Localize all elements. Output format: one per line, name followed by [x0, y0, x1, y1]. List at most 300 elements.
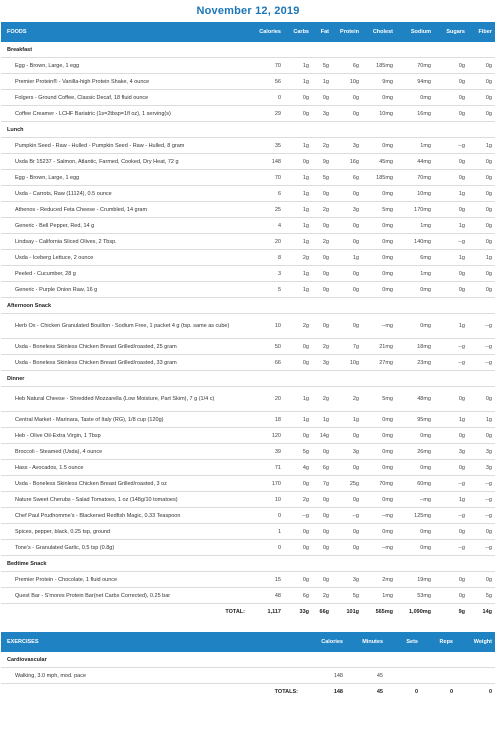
item-value: 0g	[332, 218, 362, 234]
total-value: 66g	[319, 609, 329, 615]
item-value: 3g	[312, 106, 332, 122]
item-value: 0g	[284, 154, 312, 170]
item-value: 0mg	[396, 460, 434, 476]
foods-header-3: Fat	[312, 22, 332, 42]
item-value: 1g	[468, 412, 495, 428]
section-title: Breakfast	[1, 42, 495, 58]
item-value: 9g	[312, 154, 332, 170]
item-value: 2mg	[362, 572, 396, 588]
item-value: 0g	[468, 202, 495, 218]
item-value: 0	[248, 508, 284, 524]
exercise-header-4: Reps	[421, 632, 456, 652]
foods-row	[1, 58, 495, 74]
item-value: 0mg	[396, 90, 434, 106]
item-value	[386, 668, 421, 684]
item-value: 0g	[312, 186, 332, 202]
item-value: 1g	[434, 218, 468, 234]
item-value: 60mg	[396, 476, 434, 492]
item-value: 0g	[284, 572, 312, 588]
exercise-header-3: Sets	[386, 632, 421, 652]
item-value: 10mg	[362, 106, 396, 122]
item-value: --mg	[362, 314, 396, 339]
item-name: Generic - Purple Onion Raw, 16 g	[1, 282, 248, 298]
total-value: 45	[376, 689, 383, 695]
item-value: 3	[248, 266, 284, 282]
total-value: 1,090mg	[408, 609, 431, 615]
item-value: 1g	[284, 202, 312, 218]
foods-header-row	[1, 22, 495, 42]
item-value: 0g	[284, 428, 312, 444]
foods-row	[1, 234, 495, 250]
item-value: 0g	[468, 218, 495, 234]
item-value: 1g	[284, 170, 312, 186]
item-value: 6g	[332, 170, 362, 186]
item-value: 2g	[284, 314, 312, 339]
item-value: 120	[248, 428, 284, 444]
foods-row	[1, 355, 495, 371]
item-name: Tone's - Granulated Garlic, 0.5 tsp (0.8g)	[1, 540, 248, 556]
item-value: 0g	[468, 154, 495, 170]
item-value: 27mg	[362, 355, 396, 371]
item-value: 0g	[332, 234, 362, 250]
item-value: 0mg	[362, 444, 396, 460]
item-value: 0g	[312, 218, 332, 234]
item-value: 0g	[434, 266, 468, 282]
item-value: 0g	[468, 170, 495, 186]
foods-header-6: Sodium	[396, 22, 434, 42]
item-value: 0g	[468, 186, 495, 202]
foods-section-row	[1, 122, 495, 138]
item-name: Generic - Bell Pepper, Red, 14 g	[1, 218, 248, 234]
item-value: 0g	[312, 524, 332, 540]
item-value: 70	[248, 170, 284, 186]
item-name: Quest Bar - S'mores Protein Bar(net Carbs Corrected), 0.25 bar	[1, 588, 248, 604]
item-value: 10	[248, 314, 284, 339]
item-value: 5	[248, 282, 284, 298]
item-value: 5g	[468, 588, 495, 604]
item-value: 1mg	[362, 588, 396, 604]
item-value: 1g	[434, 492, 468, 508]
item-value: --g	[434, 234, 468, 250]
item-value: 0g	[434, 90, 468, 106]
item-value: --g	[468, 476, 495, 492]
item-value: 0g	[468, 58, 495, 74]
item-value: 148	[248, 154, 284, 170]
foods-row	[1, 138, 495, 154]
item-value: 1g	[434, 412, 468, 428]
item-value: 29	[248, 106, 284, 122]
item-value: --mg	[362, 508, 396, 524]
item-value	[456, 668, 495, 684]
item-value: 1mg	[396, 218, 434, 234]
item-value: 1g	[312, 74, 332, 90]
item-value: 0g	[468, 524, 495, 540]
item-name: Folgers - Ground Coffee, Classic Decaf, 18 fluid ounce	[1, 90, 248, 106]
item-value: 0g	[434, 106, 468, 122]
item-value: --g	[468, 508, 495, 524]
item-value: 1g	[284, 282, 312, 298]
foods-row	[1, 588, 495, 604]
item-name: Athenos - Reduced Feta Cheese - Crumbled, 14 gram	[1, 202, 248, 218]
item-value: 5g	[312, 170, 332, 186]
foods-row	[1, 412, 495, 428]
item-value: 0g	[434, 428, 468, 444]
item-value: 45mg	[362, 154, 396, 170]
item-name: Usda - Iceberg Lettuce, 2 ounce	[1, 250, 248, 266]
item-value: 185mg	[362, 58, 396, 74]
item-value: 0g	[332, 460, 362, 476]
item-value: 0g	[332, 106, 362, 122]
item-name: Herb Ox - Chicken Granulated Bouillon - Sodium Free, 1 packet 4 g (tsp. same as cube)	[1, 314, 248, 339]
item-value: 0g	[332, 492, 362, 508]
item-value: 0mg	[362, 282, 396, 298]
item-value: 0mg	[362, 492, 396, 508]
item-value: 5g	[312, 58, 332, 74]
item-value: 0g	[434, 170, 468, 186]
item-value: --g	[468, 492, 495, 508]
total-value: 33g	[299, 609, 309, 615]
item-value: 0g	[468, 234, 495, 250]
total-value: 148	[333, 689, 343, 695]
item-name: Premier Protein - Chocolate, 1 fluid ounce	[1, 572, 248, 588]
item-value: 1g	[332, 412, 362, 428]
item-value: 3g	[468, 444, 495, 460]
item-value: 6g	[332, 58, 362, 74]
item-value: 20	[248, 387, 284, 412]
item-value: 0mg	[362, 266, 396, 282]
foods-section-row	[1, 298, 495, 314]
item-value: 0mg	[396, 314, 434, 339]
item-value: 1g	[284, 387, 312, 412]
foods-row	[1, 492, 495, 508]
foods-section-row	[1, 371, 495, 387]
item-value: 39	[248, 444, 284, 460]
item-name: Walking, 3.0 mph, mod. pace	[1, 668, 301, 684]
item-value: 148	[301, 668, 346, 684]
item-value: 3g	[434, 444, 468, 460]
item-value: 10mg	[396, 186, 434, 202]
item-value: 1g	[284, 186, 312, 202]
exercise-section-row	[1, 652, 495, 668]
item-value: --g	[434, 339, 468, 355]
item-value: 10	[248, 492, 284, 508]
item-value: 1g	[468, 138, 495, 154]
foods-section-row	[1, 42, 495, 58]
total-value: 0	[414, 689, 418, 695]
foods-header-8: Fiber	[468, 22, 495, 42]
item-value: 1g	[284, 218, 312, 234]
item-value	[421, 668, 456, 684]
item-value: --g	[434, 476, 468, 492]
item-value: 1g	[284, 138, 312, 154]
item-value: 1mg	[396, 266, 434, 282]
item-value: --g	[468, 540, 495, 556]
foods-row	[1, 282, 495, 298]
foods-row	[1, 572, 495, 588]
item-value: 3g	[312, 355, 332, 371]
foods-table	[1, 22, 495, 620]
item-value: 7g	[332, 339, 362, 355]
item-value: 2g	[312, 588, 332, 604]
exercise-table	[1, 632, 495, 700]
item-value: 0g	[468, 266, 495, 282]
foods-row	[1, 186, 495, 202]
item-value: 70	[248, 58, 284, 74]
item-value: 70mg	[396, 58, 434, 74]
foods-header-4: Protein	[332, 22, 362, 42]
item-value: 0g	[434, 387, 468, 412]
item-value: 0mg	[362, 218, 396, 234]
item-value: 3g	[332, 202, 362, 218]
item-value: 0mg	[362, 524, 396, 540]
item-value: --g	[468, 314, 495, 339]
item-value: 0g	[332, 186, 362, 202]
item-value: 44mg	[396, 154, 434, 170]
item-value: 0g	[434, 524, 468, 540]
item-name: Hass - Avocados, 1.5 ounce	[1, 460, 248, 476]
item-value: 14g	[312, 428, 332, 444]
item-value: 1g	[284, 74, 312, 90]
item-value: --g	[468, 339, 495, 355]
item-value: 95mg	[396, 412, 434, 428]
item-value: 0g	[332, 524, 362, 540]
foods-row	[1, 339, 495, 355]
item-value: 25g	[332, 476, 362, 492]
item-value: 0g	[312, 492, 332, 508]
foods-row	[1, 250, 495, 266]
item-value: 0g	[332, 90, 362, 106]
item-value: --g	[434, 355, 468, 371]
item-value: 4	[248, 218, 284, 234]
item-value: 8	[248, 250, 284, 266]
item-value: 56	[248, 74, 284, 90]
item-value: 0mg	[362, 138, 396, 154]
item-value: 6	[248, 186, 284, 202]
item-value: 3g	[332, 444, 362, 460]
item-value: 1g	[312, 412, 332, 428]
item-value: 0g	[332, 428, 362, 444]
total-value: 1,117	[267, 609, 281, 615]
item-value: 0g	[312, 250, 332, 266]
item-value: 0g	[312, 266, 332, 282]
exercise-header-row	[1, 632, 495, 652]
item-value: 48mg	[396, 387, 434, 412]
item-value: 0g	[468, 387, 495, 412]
foods-row	[1, 90, 495, 106]
foods-row	[1, 476, 495, 492]
item-name: Heb - Olive Oil-Extra Virgin, 1 Tbsp	[1, 428, 248, 444]
item-value: 10g	[332, 355, 362, 371]
item-name: Heb Natural Cheese - Shredded Mozzarella (Low Moisture, Part Skim), 7 g (1/4 c)	[1, 387, 248, 412]
item-value: 170mg	[396, 202, 434, 218]
item-value: 48	[248, 588, 284, 604]
item-value: 0mg	[396, 524, 434, 540]
item-value: 0g	[312, 508, 332, 524]
item-value: 3g	[332, 572, 362, 588]
item-name: Egg - Brown, Large, 1 egg	[1, 170, 248, 186]
foods-row	[1, 202, 495, 218]
foods-row	[1, 387, 495, 412]
item-value: 7g	[312, 476, 332, 492]
item-value: 0g	[284, 355, 312, 371]
item-value: 19mg	[396, 572, 434, 588]
foods-row	[1, 428, 495, 444]
item-value: 1g	[434, 314, 468, 339]
item-value: --mg	[362, 540, 396, 556]
item-value: 1mg	[396, 138, 434, 154]
item-value: 0mg	[362, 412, 396, 428]
foods-row	[1, 74, 495, 90]
item-value: 1g	[284, 234, 312, 250]
item-value: 1g	[284, 58, 312, 74]
section-title: Dinner	[1, 371, 495, 387]
item-value: 0g	[434, 58, 468, 74]
item-value: 0g	[434, 282, 468, 298]
foods-row	[1, 444, 495, 460]
exercise-header-0: EXERCISES	[1, 632, 301, 652]
item-value: 0mg	[362, 250, 396, 266]
item-value: 0g	[332, 540, 362, 556]
foods-section-row	[1, 556, 495, 572]
item-value: 15	[248, 572, 284, 588]
item-value: 3g	[332, 138, 362, 154]
item-value: 0g	[434, 460, 468, 476]
foods-row	[1, 218, 495, 234]
item-name: Coffee Creamer - LCHF Bariatric (1s=2tbsp=1fl oz), 1 serving(s)	[1, 106, 248, 122]
item-value: 0g	[312, 540, 332, 556]
foods-row	[1, 540, 495, 556]
foods-row	[1, 154, 495, 170]
item-name: Premier Protein® - Vanilla-high Protein Shake, 4 ounce	[1, 74, 248, 90]
item-value: 6g	[284, 588, 312, 604]
item-value: 20	[248, 234, 284, 250]
item-value: 50	[248, 339, 284, 355]
item-value: --g	[332, 508, 362, 524]
item-value: 0g	[332, 314, 362, 339]
item-value: 0g	[284, 106, 312, 122]
exercise-header-5: Weight	[456, 632, 495, 652]
total-label: TOTALS:	[274, 689, 298, 695]
item-value: 0g	[312, 444, 332, 460]
item-value: 2g	[284, 492, 312, 508]
item-value: 0mg	[362, 234, 396, 250]
item-value: 23mg	[396, 355, 434, 371]
item-value: 0	[248, 540, 284, 556]
item-name: Central Market - Marinara, Taste of Italy (RG), 1/8 cup (120g)	[1, 412, 248, 428]
foods-row	[1, 508, 495, 524]
item-value: 0g	[468, 74, 495, 90]
item-value: 0g	[284, 540, 312, 556]
item-value: 1g	[284, 412, 312, 428]
item-name: Nature Sweet Cherubs - Salad Tomatoes, 1 oz (148g/10 tomatoes)	[1, 492, 248, 508]
item-value: 140mg	[396, 234, 434, 250]
item-value: 0mg	[362, 90, 396, 106]
item-name: Pumpkin Seed - Raw - Hulled - Pumpkin Seed - Raw - Hulled, 8 gram	[1, 138, 248, 154]
foods-header-7: Sugars	[434, 22, 468, 42]
item-value: 0g	[312, 572, 332, 588]
item-name: Lindsay - California Sliced Olives, 2 Tbsp.	[1, 234, 248, 250]
section-title: Afternoon Snack	[1, 298, 495, 314]
item-name: Peeled - Cucumber, 28 g	[1, 266, 248, 282]
item-value: 2g	[312, 138, 332, 154]
item-value: 5mg	[362, 202, 396, 218]
item-value: 1g	[332, 250, 362, 266]
item-value: 0g	[468, 90, 495, 106]
item-value: 5mg	[362, 387, 396, 412]
foods-header-5: Cholest	[362, 22, 396, 42]
item-value: --mg	[396, 492, 434, 508]
item-value: 16g	[332, 154, 362, 170]
item-value: 1g	[434, 186, 468, 202]
item-value: 16mg	[396, 106, 434, 122]
item-value: 0g	[312, 314, 332, 339]
item-value: 0g	[468, 572, 495, 588]
item-value: 0g	[468, 106, 495, 122]
item-value: 2g	[312, 387, 332, 412]
item-value: 45	[346, 668, 386, 684]
item-value: 25	[248, 202, 284, 218]
item-value: 35	[248, 138, 284, 154]
exercise-header-2: Minutes	[346, 632, 386, 652]
item-value: 0g	[284, 524, 312, 540]
item-value: 5g	[284, 444, 312, 460]
item-value: 185mg	[362, 170, 396, 186]
item-value: 0g	[434, 74, 468, 90]
section-title: Cardiovascular	[1, 652, 495, 668]
item-value: --g	[468, 355, 495, 371]
item-value: 1	[248, 524, 284, 540]
item-name: Usda - Boneless Skinless Chicken Breast Grilled/roasted, 3 oz	[1, 476, 248, 492]
item-value: 0mg	[396, 540, 434, 556]
item-value: 94mg	[396, 74, 434, 90]
item-value: 18	[248, 412, 284, 428]
total-value: 9g	[458, 609, 465, 615]
item-name: Chef Paul Prudhomme's - Blackened Redfish Magic, 0.33 Teaspoon	[1, 508, 248, 524]
item-value: 3g	[468, 460, 495, 476]
item-value: 0g	[434, 202, 468, 218]
item-value: 0mg	[362, 428, 396, 444]
foods-row	[1, 460, 495, 476]
exercise-row	[1, 668, 495, 684]
item-value: 1g	[434, 250, 468, 266]
item-value: 0g	[434, 572, 468, 588]
item-value: 0g	[332, 266, 362, 282]
foods-row	[1, 524, 495, 540]
foods-header-2: Carbs	[284, 22, 312, 42]
item-value: 1g	[284, 266, 312, 282]
item-value: 18mg	[396, 339, 434, 355]
foods-row	[1, 314, 495, 339]
item-value: --g	[434, 508, 468, 524]
item-value: --g	[434, 540, 468, 556]
item-value: 2g	[284, 250, 312, 266]
item-name: Usda - Carrots, Raw (11124), 0.5 ounce	[1, 186, 248, 202]
item-value: 0g	[332, 282, 362, 298]
total-value: 101g	[346, 609, 359, 615]
item-value: 2g	[332, 387, 362, 412]
item-value: 10g	[332, 74, 362, 90]
foods-header-1: Calories	[248, 22, 284, 42]
item-value: 0g	[468, 428, 495, 444]
item-value: 21mg	[362, 339, 396, 355]
section-title: Lunch	[1, 122, 495, 138]
exercise-total-row	[1, 684, 495, 701]
foods-row	[1, 170, 495, 186]
total-value: 14g	[482, 609, 492, 615]
item-value: 0g	[434, 588, 468, 604]
item-value: 0mg	[362, 460, 396, 476]
item-name: Spices, pepper, black, 0.25 tsp, ground	[1, 524, 248, 540]
